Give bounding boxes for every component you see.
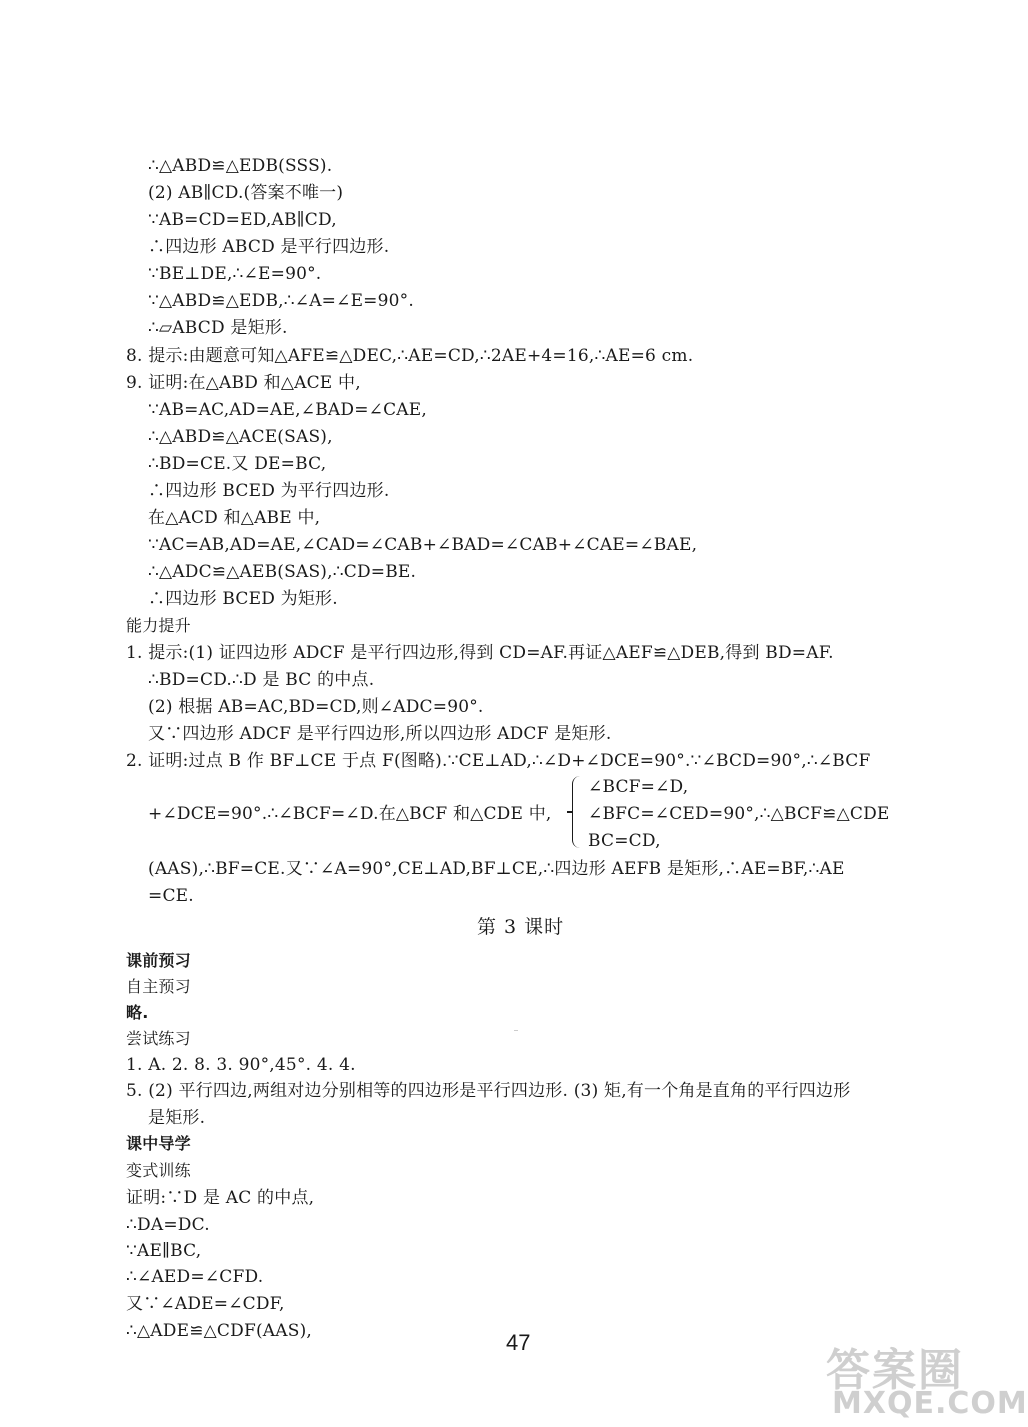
text-line: ∵AC=AB,AD=AE,∠CAD=∠CAB+∠BAD=∠CAB+∠CAE=∠BAE, (148, 535, 698, 555)
watermark-logo-bottom: MXQE.COM (832, 1386, 1028, 1421)
subsection-heading: 尝试练习 (126, 1029, 191, 1048)
text-line: ∴四边形 ABCD 是平行四边形. (148, 237, 390, 257)
watermark-logo-top: 答案圈 (826, 1345, 964, 1396)
text-line: (2) AB∥CD.(答案不唯一) (148, 183, 344, 203)
text-line: ∵△ABD≌△EDB,∴∠A=∠E=90°. (148, 291, 414, 311)
section-heading: 课前预习 (126, 951, 191, 970)
text-line: 8. 提示:由题意可知△AFE≌△DEC,∴AE=CD,∴2AE+4=16,∴AE=6 cm. (126, 346, 694, 366)
text-line: ∴四边形 BCED 为矩形. (148, 589, 338, 609)
text-line: (2) 根据 AB=AC,BD=CD,则∠ADC=90°. (148, 697, 484, 717)
text-line: 1. A. 2. 8. 3. 90°,45°. 4. 4. (126, 1055, 356, 1075)
text-line: ∴△ADC≌△AEB(SAS),∴CD=BE. (148, 562, 417, 582)
text-line: ∴BD=CD.∴D 是 BC 的中点. (148, 670, 375, 690)
text-line: 5. (2) 平行四边,两组对边分别相等的四边形是平行四边形. (3) 矩,有一个角是直角的平行四边形 (126, 1081, 851, 1101)
text-line: 9. 证明:在△ABD 和△ACE 中, (126, 373, 361, 393)
text-line: ∴DA=DC. (126, 1215, 210, 1235)
system-line: BC=CD, (588, 831, 661, 851)
text-line: +∠DCE=90°.∴∠BCF=∠D.在△BCF 和△CDE 中, (148, 804, 552, 824)
text-line: 1. 提示:(1) 证四边形 ADCF 是平行四边形,得到 CD=AF.再证△AEF≌△DEB,得到 BD=AF. (126, 643, 834, 663)
system-line: ∠BFC=∠CED=90°,∴△BCF≌△CDE (588, 804, 890, 824)
system-brace (572, 776, 583, 848)
subsection-heading: 变式训练 (126, 1161, 191, 1180)
page-number: 47 (506, 1330, 531, 1355)
text-line: ∴四边形 BCED 为平行四边形. (148, 481, 390, 501)
text-line: 证明:∵D 是 AC 的中点, (126, 1188, 315, 1208)
text-line: ∴△ABD≌△ACE(SAS), (148, 427, 333, 447)
text-line: 在△ACD 和△ABE 中, (148, 508, 321, 528)
text-line: ∴BD=CE.又 DE=BC, (148, 454, 327, 474)
text-line: 略. (126, 1003, 149, 1022)
text-line: ∵AB=AC,AD=AE,∠BAD=∠CAE, (148, 400, 427, 420)
text-line: ∴△ADE≌△CDF(AAS), (126, 1321, 313, 1341)
text-line: ∴∠AED=∠CFD. (126, 1267, 264, 1287)
text-line: ∵AB=CD=ED,AB∥CD, (148, 210, 337, 230)
text-line: 又∵四边形 ADCF 是平行四边形,所以四边形 ADCF 是矩形. (148, 724, 612, 744)
scan-mark (514, 1030, 518, 1031)
watermark-logo (818, 1334, 1028, 1427)
system-brace-tip (567, 811, 573, 813)
text-line: ∴△ABD≌△EDB(SSS). (148, 156, 333, 176)
text-line: ∵BE⊥DE,∴∠E=90°. (148, 264, 322, 284)
text-line: 是矩形. (148, 1108, 206, 1128)
text-line: ∴▱ABCD 是矩形. (148, 318, 288, 338)
lesson-title: 第 3 课时 (477, 916, 565, 938)
section-heading: 课中导学 (126, 1134, 191, 1153)
text-line: =CE. (148, 886, 194, 906)
system-line: ∠BCF=∠D, (588, 777, 689, 797)
text-line: 2. 证明:过点 B 作 BF⊥CE 于点 F(图略).∵CE⊥AD,∴∠D+∠DCE=90°.∵∠BCD=90°,∴∠BCF (126, 751, 871, 771)
subsection-heading: 自主预习 (126, 977, 191, 996)
text-line: ∵AE∥BC, (126, 1241, 202, 1261)
text-line: (AAS),∴BF=CE.又∵∠A=90°,CE⊥AD,BF⊥CE,∴四边形 AEFB 是矩形,∴AE=BF,∴AE (148, 859, 845, 879)
section-heading: 能力提升 (126, 616, 191, 635)
text-line: 又∵∠ADE=∠CDF, (126, 1294, 285, 1314)
